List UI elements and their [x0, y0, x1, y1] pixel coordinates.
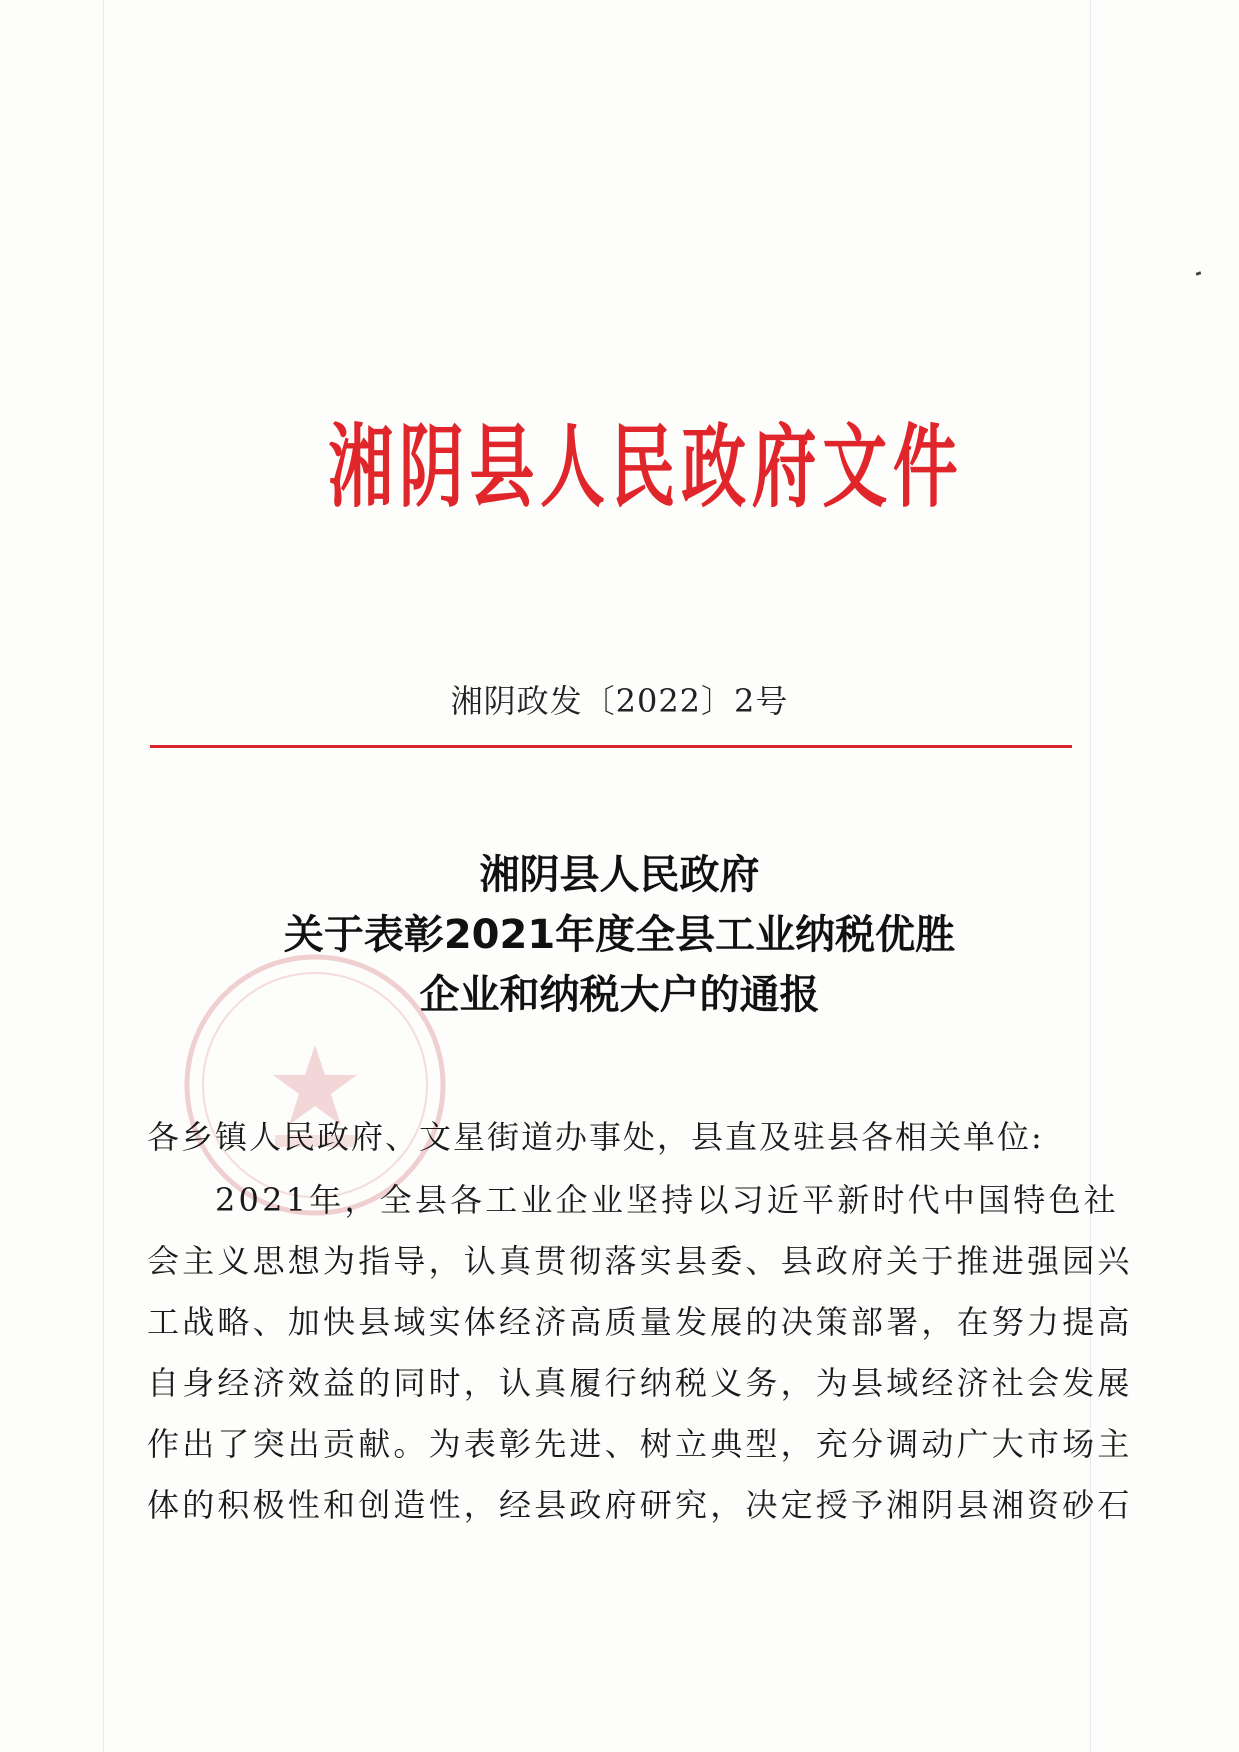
issuer-title: 湘阴县人民政府文件 [328, 415, 964, 520]
title-line-2: 关于表彰2021年度全县工业纳税优胜 [283, 912, 956, 958]
title-line-3: 企业和纳税大户的通报 [419, 972, 820, 1018]
body-line: 工战略、加快县域实体经济高质量发展的决策部署，在努力提高 [147, 1303, 1133, 1341]
body-line: 会主义思想为指导，认真贯彻落实县委、县政府关于推进强园兴 [147, 1242, 1133, 1280]
scan-speck [1196, 271, 1202, 276]
body-line: 2021年，全县各工业企业坚持以习近平新时代中国特色社 [215, 1181, 1119, 1219]
red-divider-line [150, 745, 1072, 748]
body-line: 体的积极性和创造性，经县政府研究，决定授予湘阴县湘资砂石 [147, 1486, 1133, 1524]
title-line-1: 湘阴县人民政府 [479, 852, 760, 898]
body-line: 自身经济效益的同时，认真履行纳税义务，为县域经济社会发展 [147, 1364, 1133, 1402]
salutation: 各乡镇人民政府、文星街道办事处，县直及驻县各相关单位: [147, 1118, 1044, 1156]
body-line: 作出了突出贡献。为表彰先进、树立典型，充分调动广大市场主 [147, 1425, 1133, 1463]
document-number: 湘阴政发〔2022〕2号 [450, 682, 789, 720]
body-text [147, 1170, 1133, 1536]
